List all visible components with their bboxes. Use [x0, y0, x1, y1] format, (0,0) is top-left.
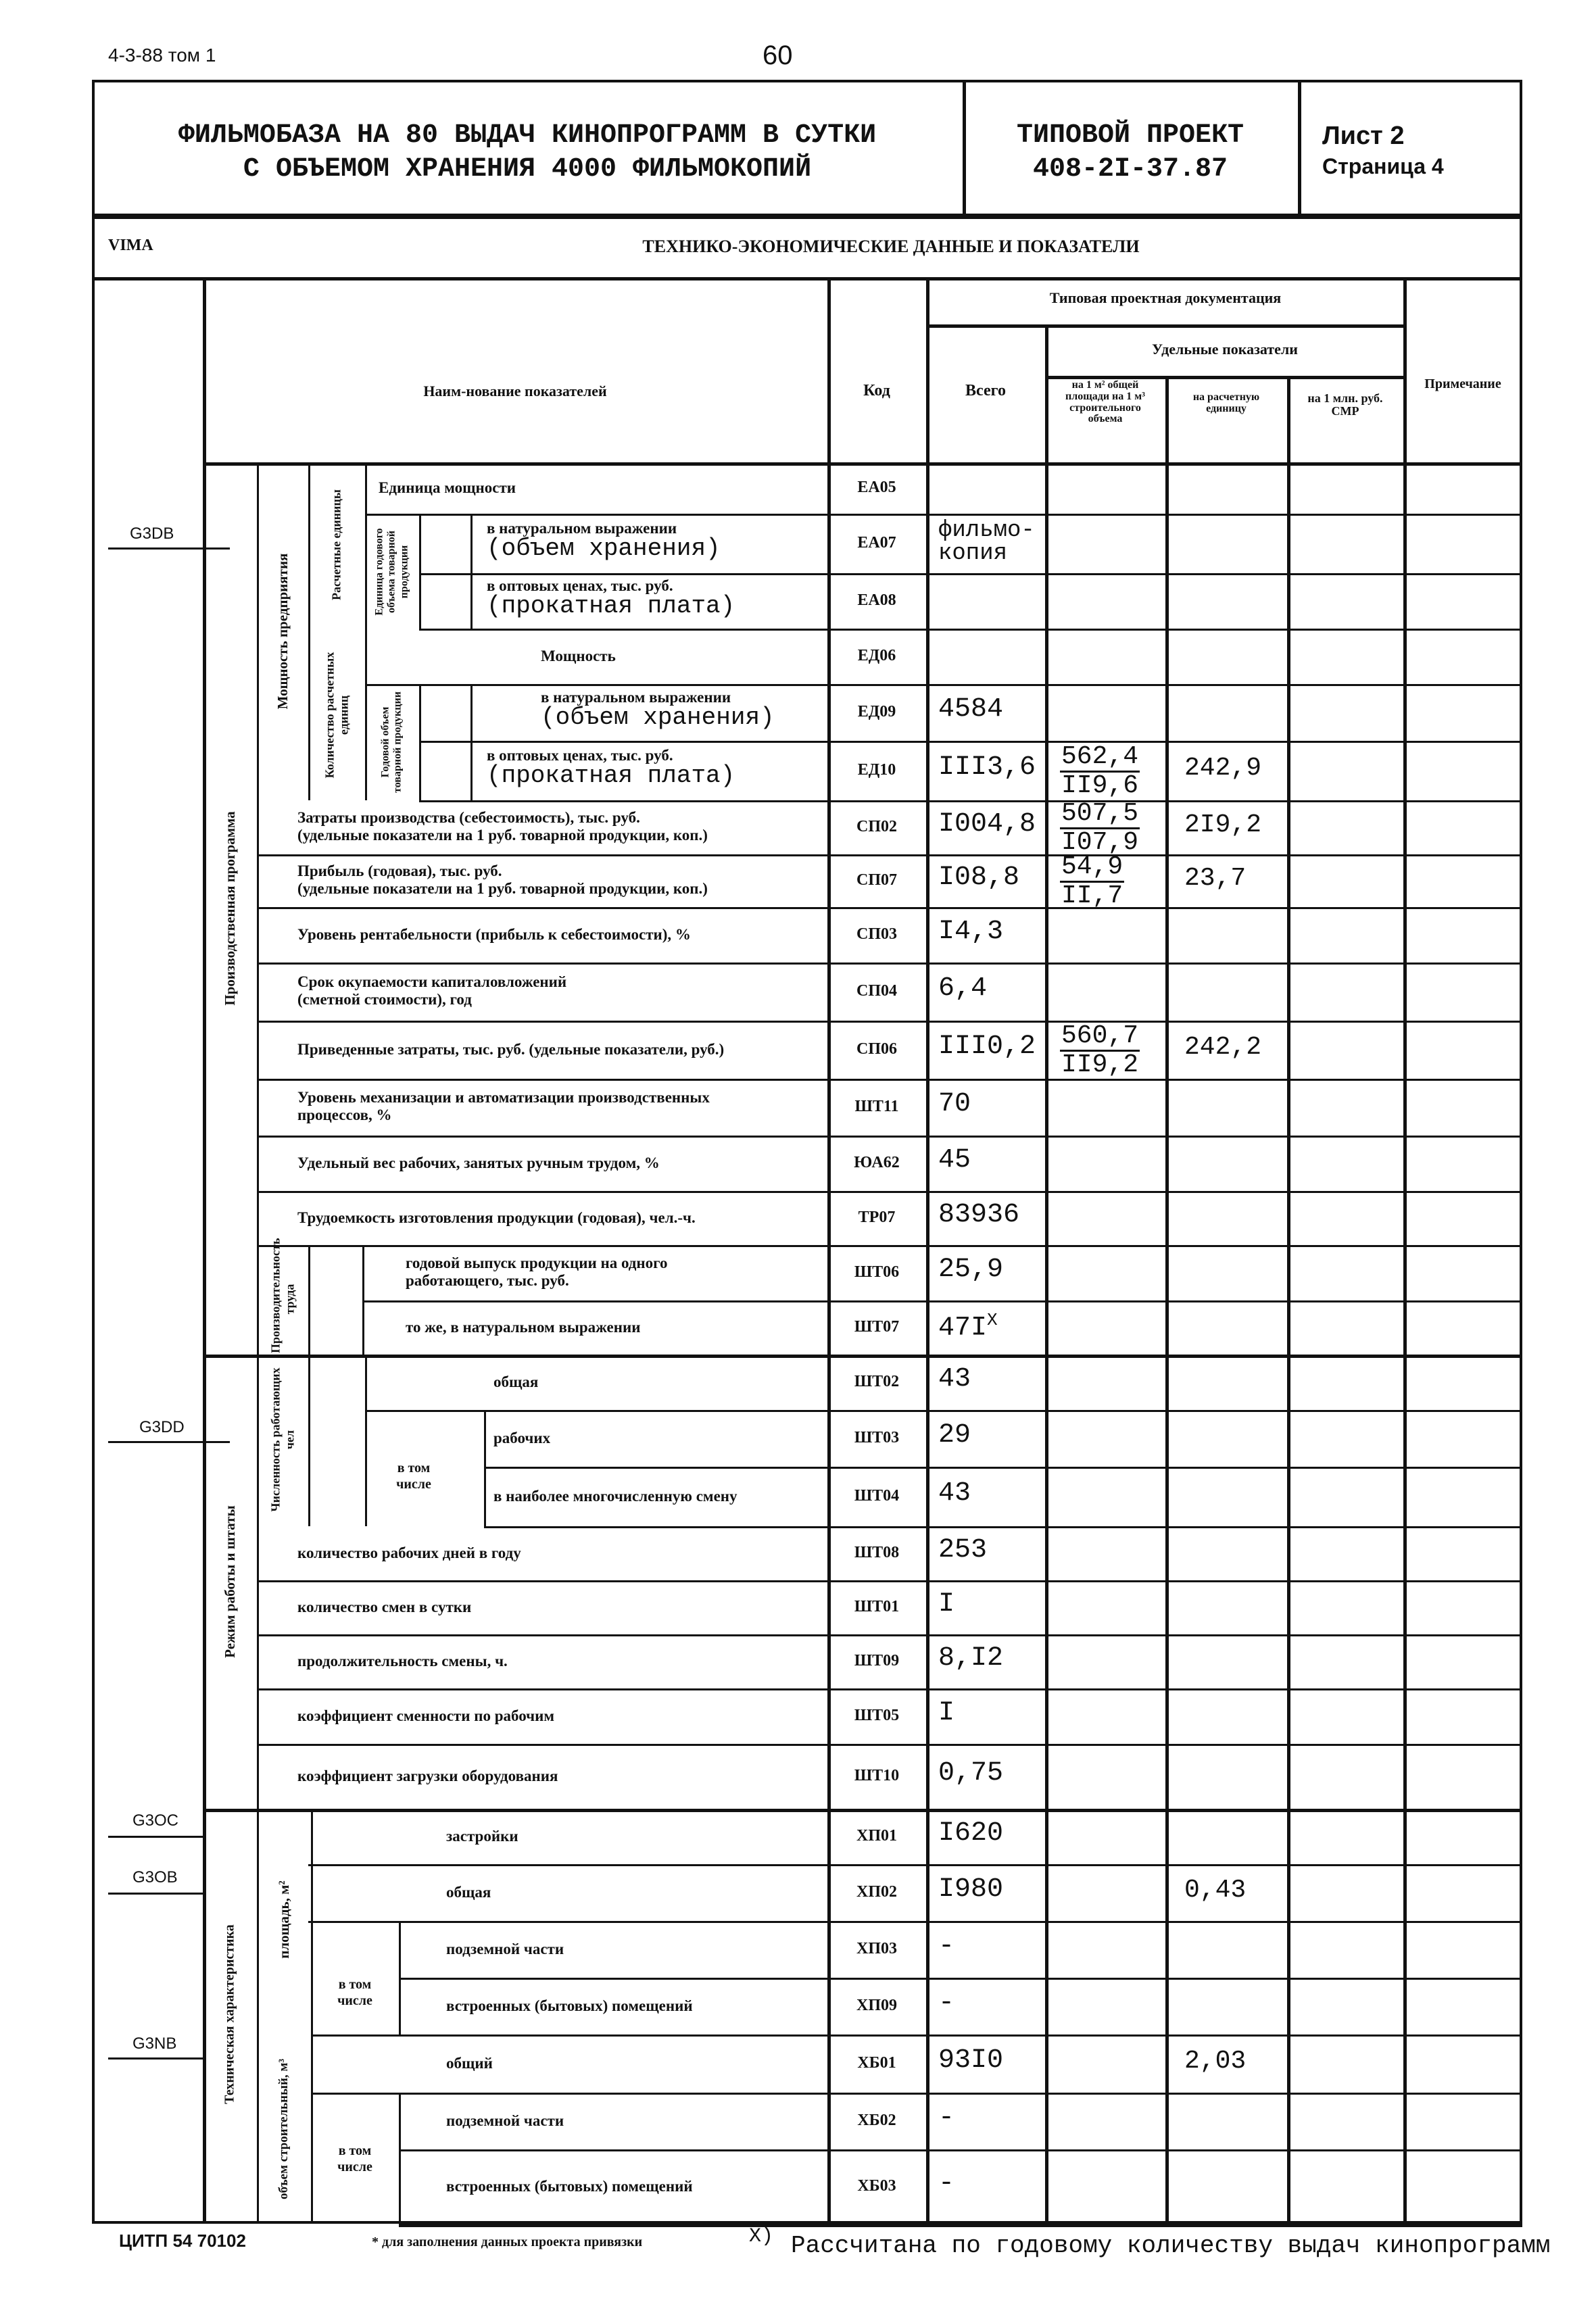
row-code: ШТ10 — [854, 1767, 900, 1784]
row-total: - — [938, 2103, 955, 2133]
row-code: ЕД06 — [857, 647, 896, 664]
row-code: ЕД09 — [857, 703, 896, 721]
row-total: I — [938, 1698, 955, 1728]
row-code: ШТ11 — [854, 1098, 899, 1115]
row-per-unit: 2,03 — [1184, 2047, 1247, 2076]
row-label — [493, 1373, 538, 1391]
row-label — [297, 1544, 521, 1562]
row-label-line-1: рабочих — [493, 1429, 551, 1446]
form-code: VIMA — [108, 237, 153, 254]
title-line-1: ФИЛЬМОБАЗА НА 80 ВЫДАЧ КИНОПРОГРАММ В СУТКИ — [178, 120, 877, 151]
row-code: ЕА07 — [857, 534, 896, 552]
row-label-line-2: процессов, % — [297, 1106, 392, 1124]
per-m2-area: 54,9 — [1061, 852, 1123, 881]
row-label-line-1: Трудоемкость изготовления продукции (годовая), чел.-ч. — [297, 1209, 696, 1226]
row-label-line-1: Единица мощности — [379, 479, 516, 496]
row-code: ХП01 — [856, 1827, 897, 1845]
footer-stamp: ЦИТП 54 70102 — [119, 2231, 246, 2251]
col-specific-header: Удельные показатели — [1152, 341, 1298, 358]
row-label — [297, 1209, 696, 1227]
row-code: ШТ08 — [854, 1544, 900, 1561]
row-per-unit: 242,2 — [1184, 1033, 1262, 1062]
row-total: 83936 — [938, 1200, 1020, 1230]
row-code: ШТ04 — [854, 1487, 900, 1505]
row-label — [297, 1089, 710, 1125]
row-label — [297, 1154, 660, 1172]
row-code: ШТ01 — [854, 1598, 900, 1615]
row-label — [297, 1653, 508, 1670]
row-total-sup: X — [987, 1310, 998, 1330]
row-label — [446, 2178, 693, 2195]
row-code: ХП09 — [856, 1997, 897, 2014]
row-label-line-2: (объем хранения) — [487, 535, 721, 563]
row-label-line-1: коэффициент сменности по рабочим — [297, 1707, 555, 1724]
row-label-line-2: (удельные показатели на 1 руб. товарной продукции, коп.) — [297, 880, 708, 898]
group-capacity: Мощность предприятия — [274, 553, 291, 710]
row-label-line-1: Приведенные затраты, тыс. руб. (удельные показатели, руб.) — [297, 1040, 725, 1058]
row-code: ШТ07 — [854, 1318, 900, 1336]
row-label — [541, 689, 775, 732]
row-total: III3,6 — [938, 752, 1036, 783]
row-label-line-1: годовой выпуск продукции на одного — [406, 1254, 668, 1271]
row-label-line-1: Уровень рентабельности (прибыль к себестоимости), % — [297, 925, 691, 943]
row-total: $47I^X$ — [938, 1310, 998, 1344]
col-name-header: Наим-нование показателей — [423, 383, 607, 399]
title-line-2: С ОБЪЕМОМ ХРАНЕНИЯ 4000 ФИЛЬМОКОПИЙ — [243, 154, 812, 185]
row-code: ЕД10 — [857, 761, 896, 779]
row-label-line-1: встроенных (бытовых) помещений — [446, 1997, 693, 2014]
row-label-line-1: подземной части — [446, 2112, 564, 2129]
row-label — [406, 1319, 640, 1336]
row-label-line-1: встроенных (бытовых) помещений — [446, 2177, 693, 2195]
row-label-line-2: (сметной стоимости), год — [297, 991, 472, 1008]
row-total: 253 — [938, 1535, 988, 1565]
col-code-header: Код — [863, 382, 890, 399]
in-total-area: в том числе — [337, 1977, 372, 2008]
row-label — [297, 1707, 554, 1725]
row-label — [297, 926, 691, 944]
row-label — [379, 479, 516, 497]
per-m3-volume: II9,6 — [1061, 771, 1139, 800]
row-total-line-2: копия — [938, 541, 1008, 566]
row-total: I — [938, 1589, 955, 1619]
group-unit-annual: Единица годового объема товарной продукции — [373, 528, 410, 616]
row-label-line-1: количество рабочих дней в году — [297, 1544, 521, 1561]
footer-fill-note: * для заполнения данных проекта привязки — [372, 2235, 643, 2249]
row-code: СП07 — [856, 871, 897, 889]
col-per-m2-header: на 1 м² общей площади на 1 м³ строительного объема — [1065, 379, 1145, 425]
row-total — [938, 519, 1035, 565]
row-code: ЕА08 — [857, 591, 896, 609]
row-label-line-1: продолжительность смены, ч. — [297, 1652, 508, 1670]
sheet-block — [1322, 120, 1444, 180]
row-per-m2-fraction — [1060, 800, 1140, 856]
footnote-text: Рассчитана по годовому количеству выдач кинопрограмм — [791, 2232, 1551, 2260]
row-code: ХБ02 — [857, 2112, 896, 2129]
col-total-header: Всего — [965, 382, 1006, 399]
row-total: 0,75 — [938, 1758, 1004, 1788]
row-label-line-1: Срок окупаемости капиталовложений — [297, 973, 567, 990]
row-total: 45 — [938, 1145, 971, 1175]
row-per-m2-fraction — [1060, 1023, 1140, 1079]
row-label — [446, 2055, 493, 2072]
sheet-label: Лист 2 — [1322, 122, 1405, 150]
col-per-mln-header: на 1 млн. руб. СМР — [1307, 391, 1383, 418]
row-label — [297, 1599, 471, 1616]
group-tech: Техническая характеристика — [222, 1924, 237, 2104]
row-total: 6,4 — [938, 973, 988, 1004]
project-number: 408-2I-37.87 — [1032, 154, 1228, 185]
row-code: СП04 — [856, 982, 897, 1000]
row-per-m2-fraction — [1060, 744, 1140, 800]
row-label-line-1: Прибыль (годовая), тыс. руб. — [297, 862, 502, 879]
row-per-unit: 0,43 — [1184, 1876, 1247, 1905]
row-total: - — [938, 1988, 955, 2018]
side-code-g3dd: G3DD — [139, 1418, 185, 1436]
row-label-line-1: общий — [446, 2054, 493, 2072]
row-total: 4584 — [938, 694, 1004, 725]
doc-ref: 4-3-88 том 1 — [108, 45, 216, 66]
row-total: I620 — [938, 1818, 1004, 1849]
row-total: I980 — [938, 1874, 1004, 1905]
row-label-line-2: (прокатная плата) — [487, 762, 735, 790]
per-m3-volume: II,7 — [1061, 881, 1123, 910]
page-label: Страница 4 — [1322, 153, 1444, 178]
per-m3-volume: I07,9 — [1061, 827, 1139, 857]
row-label-line-1: застройки — [446, 1827, 518, 1845]
row-label-line-2: работающего, тыс. руб. — [406, 1272, 569, 1290]
row-code: ЕА05 — [857, 479, 896, 496]
row-code: ШТ06 — [854, 1263, 900, 1281]
row-total: - — [938, 2168, 955, 2199]
side-code-g3db: G3DB — [130, 525, 174, 543]
col-typical-doc-header: Типовая проектная документация — [1049, 289, 1282, 306]
row-label-line-1: Уровень механизации и автоматизации производственных — [297, 1089, 710, 1106]
row-code: СП06 — [856, 1040, 897, 1058]
row-label — [487, 520, 721, 563]
group-annual-volume: Годовой объем товарной продукции — [379, 691, 404, 793]
row-total: 25,9 — [938, 1254, 1004, 1285]
row-total: III0,2 — [938, 1031, 1036, 1062]
row-total: I004,8 — [938, 809, 1036, 839]
row-label — [297, 809, 708, 845]
group-area: площадь, м² — [275, 1880, 292, 1959]
row-label — [446, 2112, 564, 2130]
document-title — [178, 119, 876, 187]
row-total: 70 — [938, 1089, 971, 1119]
footnote-mark: X) — [749, 2225, 774, 2248]
row-label — [297, 862, 708, 898]
row-per-unit: 23,7 — [1184, 864, 1247, 893]
project-block — [1017, 119, 1244, 187]
row-total: 8,I2 — [938, 1643, 1004, 1674]
row-label-line-2: (удельные показатели на 1 руб. товарной продукции, коп.) — [297, 827, 708, 844]
row-label — [493, 1488, 737, 1505]
row-label — [446, 1884, 491, 1901]
row-label-line-2: (объем хранения) — [541, 704, 775, 732]
row-label-line-1: коэффициент загрузки оборудования — [297, 1767, 558, 1784]
row-label-line-1: общая — [446, 1883, 491, 1901]
row-label-line-1: количество смен в сутки — [297, 1598, 472, 1615]
row-code: ТР07 — [858, 1209, 896, 1226]
per-m3-volume: II9,2 — [1061, 1050, 1139, 1079]
group-work-mode: Режим работы и штаты — [221, 1505, 238, 1658]
row-label — [406, 1254, 668, 1290]
row-total: I08,8 — [938, 862, 1020, 893]
row-code: ХБ03 — [857, 2177, 896, 2195]
per-m2-area: 560,7 — [1061, 1021, 1139, 1050]
row-code: ХП02 — [856, 1883, 897, 1901]
row-label — [297, 1768, 558, 1785]
group-headcount: Численность работающих чел — [268, 1367, 296, 1512]
group-count-calc-units: Количество расчетных единиц — [322, 652, 350, 779]
row-total: - — [938, 1931, 955, 1961]
group-labor-productivity: Производительность труда — [268, 1238, 296, 1353]
row-code: ХП03 — [856, 1940, 897, 1957]
row-code: ЮА62 — [854, 1154, 900, 1171]
row-label-line-1: в натуральном выражении — [487, 520, 677, 537]
row-label — [487, 747, 735, 790]
row-label-line-2: (прокатная плата) — [487, 592, 735, 620]
row-label — [446, 1828, 518, 1845]
group-calc-units: Расчетные единицы — [329, 489, 343, 600]
in-total-volume: в том числе — [337, 2143, 372, 2174]
row-label-line-1: то же, в натуральном выражении — [406, 1318, 641, 1336]
row-label — [446, 1997, 693, 2015]
row-total: 29 — [938, 1420, 971, 1451]
per-m2-area: 562,4 — [1061, 742, 1139, 771]
row-label-line-1: Удельный вес рабочих, занятых ручным трудом, % — [297, 1154, 660, 1171]
row-code: ХБ01 — [857, 2054, 896, 2072]
col-note-header: Примечание — [1424, 376, 1501, 391]
row-label-line-1: Мощность — [541, 647, 616, 664]
project-label: ТИПОВОЙ ПРОЕКТ — [1016, 120, 1244, 151]
row-code: ШТ03 — [854, 1429, 900, 1446]
row-label-line-1: Затраты производства (себестоимость), тыс. руб. — [297, 809, 640, 826]
group-volume: объем строительный, м³ — [276, 2058, 291, 2200]
row-code: СП02 — [856, 818, 897, 835]
col-per-unit-header: на расчетную единицу — [1192, 391, 1260, 414]
row-per-unit: 2I9,2 — [1184, 810, 1262, 839]
row-label — [446, 1941, 564, 1958]
row-label — [541, 648, 616, 665]
row-total: 43 — [938, 1478, 971, 1509]
row-total-line-1: фильмо- — [938, 518, 1035, 543]
row-per-unit: 242,9 — [1184, 754, 1262, 783]
row-label — [493, 1430, 550, 1447]
side-code-g3ob: G3OB — [132, 1868, 178, 1886]
per-m2-area: 507,5 — [1061, 799, 1139, 828]
row-code: СП03 — [856, 925, 897, 943]
group-production-program: Производственная программа — [221, 811, 238, 1006]
row-label-line-1: в оптовых ценах, тыс. руб. — [487, 577, 673, 594]
row-total: 43 — [938, 1364, 971, 1394]
page-number: 60 — [763, 41, 793, 70]
row-label-line-1: общая — [493, 1373, 539, 1390]
in-total-headcount: в том числе — [396, 1461, 431, 1492]
row-label-line-1: в натуральном выражении — [541, 689, 731, 706]
side-code-g3oc: G3OC — [132, 1811, 179, 1830]
row-code: ШТ05 — [854, 1707, 900, 1724]
side-code-g3nb: G3NB — [132, 2034, 177, 2053]
section-title: ТЕХНИКО-ЭКОНОМИЧЕСКИЕ ДАННЫЕ И ПОКАЗАТЕЛИ — [642, 237, 1140, 256]
row-label — [297, 973, 566, 1009]
row-code: ШТ09 — [854, 1652, 900, 1670]
row-label-line-1: в оптовых ценах, тыс. руб. — [487, 747, 673, 764]
row-label — [297, 1041, 724, 1058]
row-per-m2-fraction — [1060, 854, 1124, 910]
row-label-line-1: подземной части — [446, 1940, 564, 1957]
row-label — [487, 577, 735, 620]
row-total: 93I0 — [938, 2045, 1004, 2076]
row-label-line-1: в наиболее многочисленную смену — [493, 1487, 737, 1505]
row-code: ШТ02 — [854, 1373, 900, 1390]
row-total: I4,3 — [938, 917, 1004, 947]
